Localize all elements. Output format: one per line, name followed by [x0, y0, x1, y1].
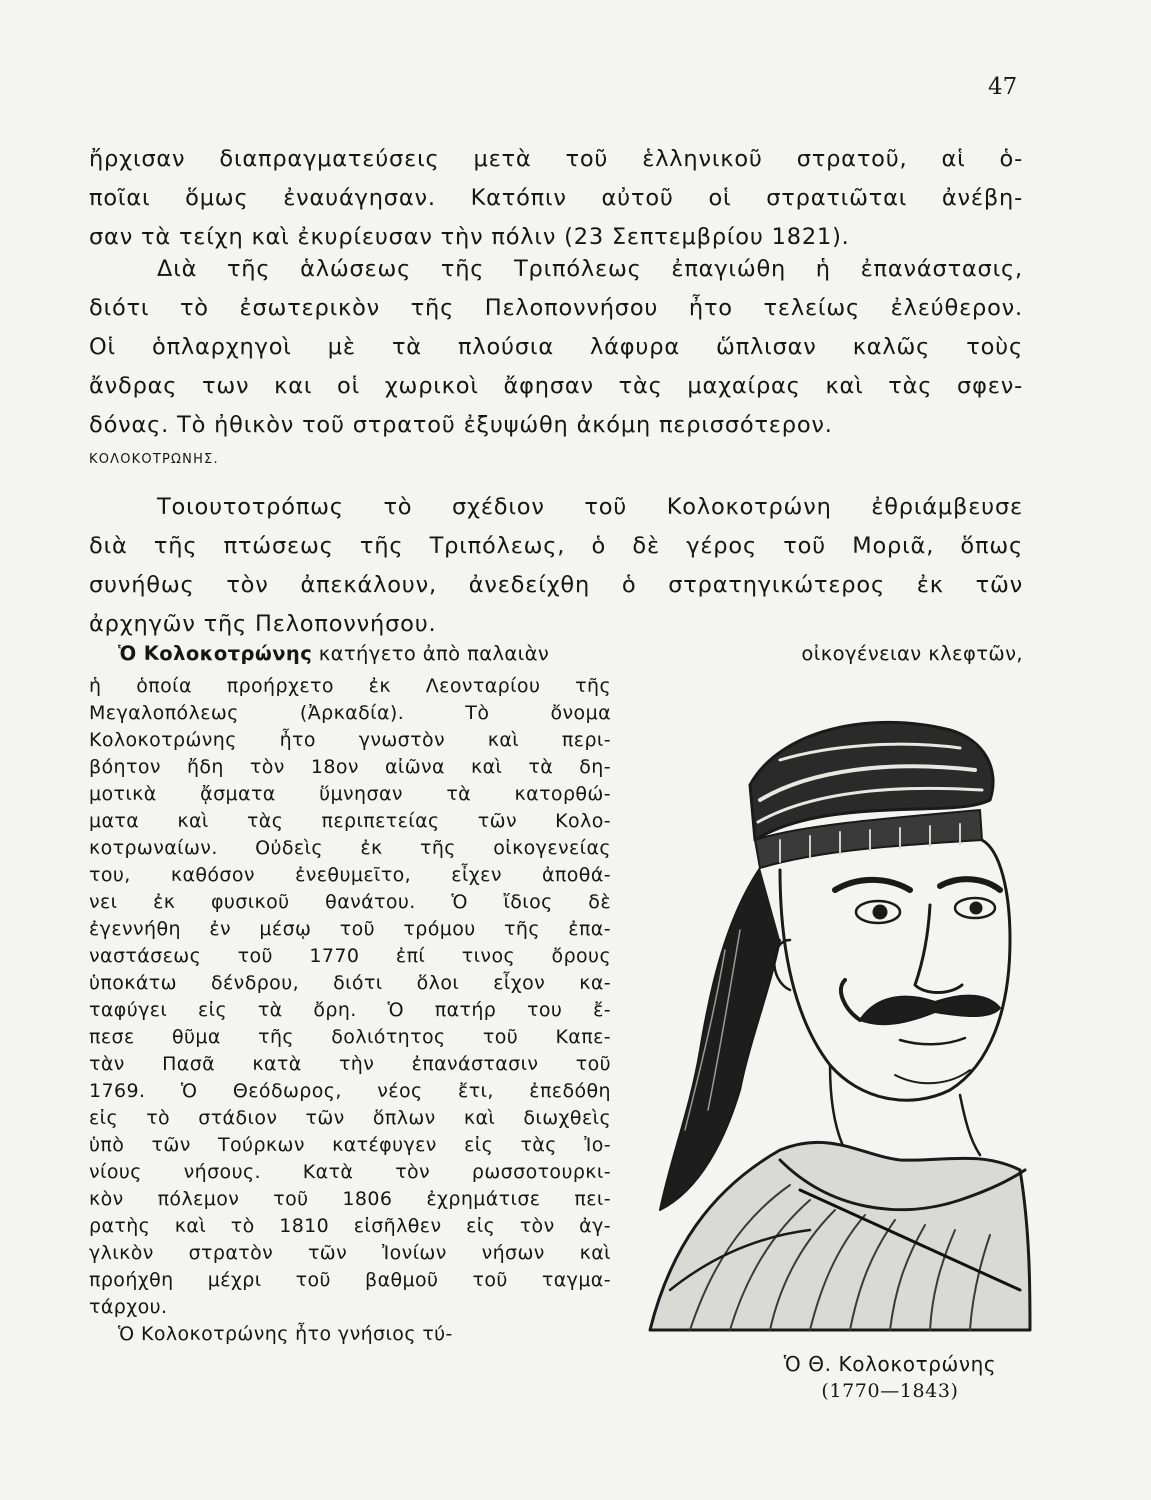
text-line: πεσε θῦμα τῆς δολιότητος τοῦ Καπε- — [89, 1026, 611, 1048]
text-line: βόητον ἤδη τὸν 18ον αἰῶνα καὶ τὰ δη- — [89, 756, 611, 778]
text-line: ἡ ὁποία προήρχετο ἐκ Λεονταρίου τῆς — [89, 675, 611, 697]
text-line: ἄνδρας των και οἱ χωρικοὶ ἄφησαν τὰς μαχαίρας καὶ τὰς σφεν- — [89, 373, 1023, 399]
text-line: ναστάσεως τοῦ 1770 ἐπί τινος ὄρους — [89, 945, 611, 967]
text-line: ὑποκάτω δένδρου, διότι ὅλοι εἶχον κα- — [89, 972, 611, 994]
kolokotronis-name: Ὁ Κολοκοτρώνης — [118, 642, 313, 665]
text-line: κοτρωναίων. Οὐδεὶς ἐκ τῆς οἰκογενείας — [89, 837, 611, 859]
paragraph-4-first-line — [118, 642, 1023, 665]
text-line: διὰ τῆς πτώσεως τῆς Τριπόλεως, ὁ δὲ γέρος τοῦ Μοριᾶ, ὅπως — [89, 533, 1023, 559]
paragraph-1 — [89, 140, 1023, 257]
text-line: Τοιουτοτρόπως τὸ σχέδιον τοῦ Κολοκοτρώνη ἐθριάμβευσε — [157, 494, 1023, 520]
text-fragment: οἰκογένειαν κλεφτῶν, — [801, 642, 1023, 665]
section-heading: ΚΟΛΟΚΟΤΡΩΝΗΣ. — [89, 452, 219, 467]
text-line: Διὰ τῆς ἁλώσεως τῆς Τριπόλεως ἐπαγιώθη ἡ ἐπανάστασις, — [157, 256, 1023, 282]
paragraph-2 — [89, 250, 1023, 445]
text-line: Μεγαλοπόλεως (Ἀρκαδία). Τὸ ὄνομα — [89, 702, 611, 724]
figure-caption — [720, 1351, 1060, 1405]
text-line: ταφύγει εἰς τὰ ὄρη. Ὁ πατήρ του ἔ- — [89, 999, 611, 1021]
caption-years: (1770—1843) — [821, 1380, 959, 1402]
text-line: νει ἐκ φυσικοῦ θανάτου. Ὁ ἴδιος δὲ — [89, 891, 611, 913]
text-fragment: κατήγετο ἀπὸ παλαιὰν — [318, 642, 550, 665]
paragraph-4-column — [89, 673, 611, 1348]
text-line: κὸν πόλεμον τοῦ 1806 ἐχρημάτισε πει- — [89, 1188, 611, 1210]
text-line: Κολοκοτρώνης ἦτο γνωστὸν καὶ περι- — [89, 729, 611, 751]
page-number: 47 — [988, 74, 1018, 100]
text-line: ματα καὶ τὰς περιπετείας τῶν Κολο- — [89, 810, 611, 832]
text-line: του, καθόσον ἐνεθυμεῖτο, εἶχεν ἀποθά- — [89, 864, 611, 886]
portrait-illustration — [630, 690, 1035, 1340]
text-line: ρατὴς καὶ τὸ 1810 εἰσῆλθεν εἰς τὸν ἀγ- — [89, 1215, 611, 1237]
text-line: σαν τὰ τείχη καὶ ἐκυρίευσαν τὴν πόλιν (23 Σεπτεμβρίου 1821). — [89, 224, 850, 250]
text-line: ὑπὸ τῶν Τούρκων κατέφυγεν εἰς τὰς Ἰο- — [89, 1134, 611, 1156]
text-line: Οἱ ὁπλαρχηγοὶ μὲ τὰ πλούσια λάφυρα ὥπλισαν καλῶς τοὺς — [89, 334, 1023, 360]
text-line: εἰς τὸ στάδιον τῶν ὅπλων καὶ διωχθεὶς — [89, 1107, 611, 1129]
text-line: δόνας. Τὸ ἠθικὸν τοῦ στρατοῦ ἐξυψώθη ἀκόμη περισσότερον. — [89, 412, 833, 438]
text-line: ἀρχηγῶν τῆς Πελοποννήσου. — [89, 611, 437, 637]
caption-title: Ὁ Θ. Κολοκοτρώνης — [783, 1352, 997, 1376]
text-line: τὰν Πασᾶ κατὰ τὴν ἐπανάστασιν τοῦ — [89, 1053, 611, 1075]
text-line: προήχθη μέχρι τοῦ βαθμοῦ τοῦ ταγμα- — [89, 1269, 611, 1291]
paragraph-3 — [89, 488, 1023, 644]
text-line: 1769. Ὁ Θεόδωρος, νέος ἔτι, ἐπεδόθη — [89, 1080, 611, 1102]
text-line: συνήθως τὸν ἀπεκάλουν, ἀνεδείχθη ὁ στρατηγικώτερος ἐκ τῶν — [89, 572, 1023, 598]
text-line: διότι τὸ ἐσωτερικὸν τῆς Πελοποννήσου ἦτο τελείως ἐλεύθερον. — [89, 295, 1023, 321]
text-line: τάρχου. — [89, 1296, 168, 1318]
text-line: ποῖαι ὅμως ἐναυάγησαν. Κατόπιν αὐτοῦ οἱ στρατιῶται ἀνέβη- — [89, 185, 1023, 211]
text-line: ἐγεννήθη ἐν μέσῳ τοῦ τρόμου τῆς ἐπα- — [89, 918, 611, 940]
text-line: γλικὸν στρατὸν τῶν Ἰονίων νήσων καὶ — [89, 1242, 611, 1264]
paragraph-5-line: Ὁ Κολοκοτρώνης ἦτο γνήσιος τύ- — [118, 1323, 453, 1345]
text-line: ἤρχισαν διαπραγματεύσεις μετὰ τοῦ ἑλληνικοῦ στρατοῦ, αἱ ὁ- — [89, 146, 1023, 172]
text-line: μοτικὰ ᾄσματα ὕμνησαν τὰ κατορθώ- — [89, 783, 611, 805]
text-line: νίους νήσους. Κατὰ τὸν ρωσσοτουρκι- — [89, 1161, 611, 1183]
